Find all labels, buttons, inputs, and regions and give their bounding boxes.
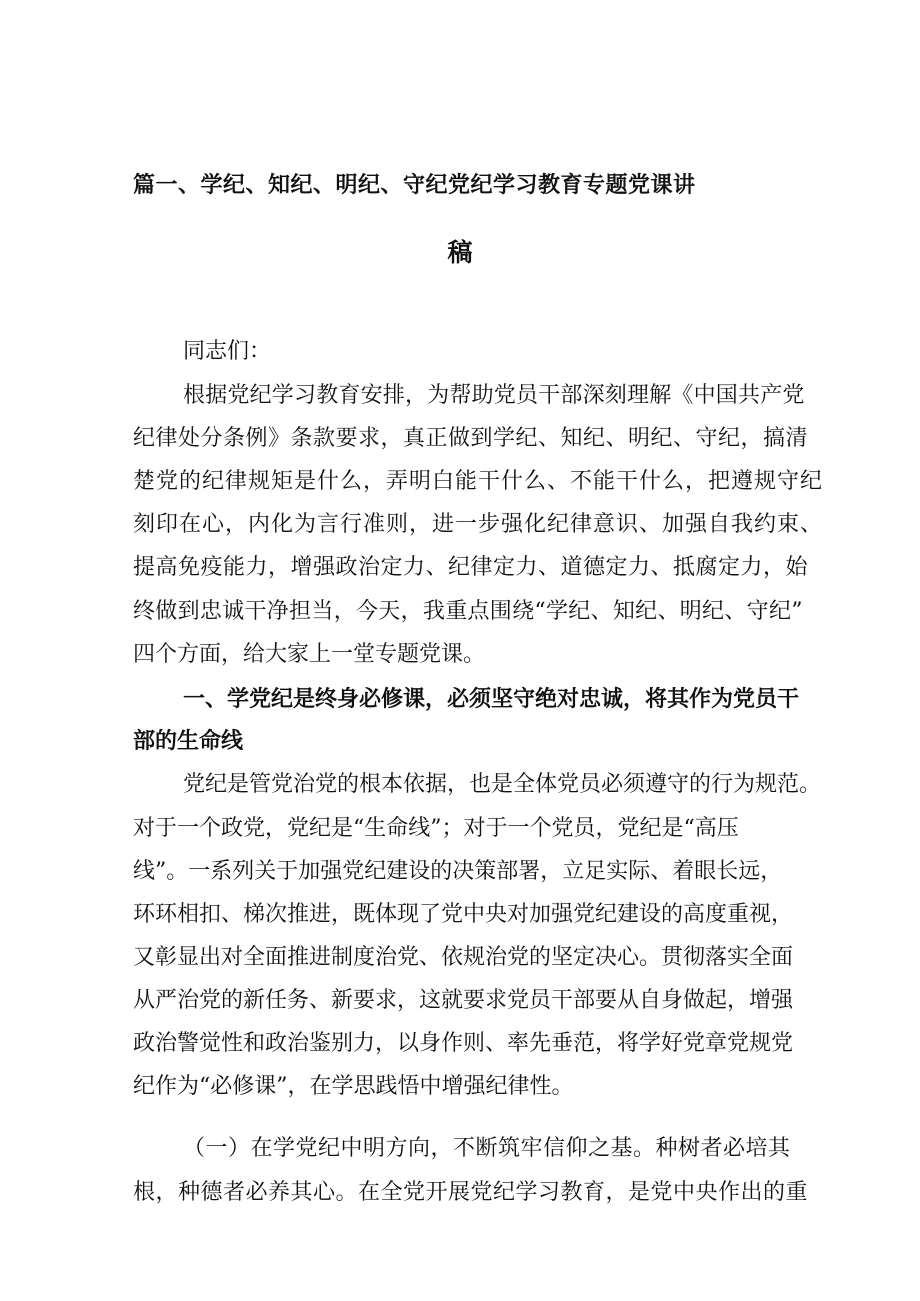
doc-title-line2: 稿 (447, 238, 473, 267)
section1-body-line: 环环相扣、梯次推进，既体现了党中央对加强党纪建设的高度重视， (133, 902, 794, 927)
section1-body-line: 党纪是管党治党的根本依据，也是全体党员必须遵守的行为规范。 (183, 772, 822, 797)
section1-heading-line: 部的生命线 (133, 728, 244, 754)
subsection1-line: （一）在学党纪中明方向，不断筑牢信仰之基。种树者必培其 (183, 1136, 791, 1161)
intro-line: 提高免疫能力，增强政治定力、纪律定力、道德定力、抵腐定力，始 (133, 555, 809, 580)
intro-line: 刻印在心，内化为言行准则，进一步强化纪律意识、加强自我约束、 (133, 512, 824, 537)
intro-line: 终做到忠诚干净担当，今天，我重点围绕“学纪、知纪、明纪、守纪” (133, 599, 803, 624)
section1-body-line: 对于一个政党，党纪是“生命线”；对于一个党员，党纪是“高压 (133, 816, 739, 841)
subsection1-line: 根，种德者必养其心。在全党开展党纪学习教育，是党中央作出的重 (133, 1180, 809, 1205)
section1-body-line: 又彰显出对全面推进制度治党、依规治党的坚定决心。贯彻落实全面 (133, 945, 794, 970)
section1-heading-line: 一、学党纪是终身必修课，必须坚守绝对忠诚，将其作为党员干 (183, 686, 800, 712)
intro-line: 四个方面，给大家上一堂专题党课。 (133, 642, 486, 667)
section1-body-line: 从严治党的新任务、新要求，这就要求党员干部要从自身做起，增强 (133, 988, 794, 1013)
section1-body-line: 线”。一系列关于加强党纪建设的决策部署，立足实际、着眼长远， (133, 859, 783, 884)
intro-line: 楚党的纪律规矩是什么，弄明白能干什么、不能干什么，把遵规守纪 (133, 469, 824, 494)
greeting: 同志们： (183, 339, 272, 364)
doc-title-line1: 篇一、学纪、知纪、明纪、守纪党纪学习教育专题党课讲 (133, 172, 696, 198)
intro-line: 根据党纪学习教育安排，为帮助党员干部深刻理解《中国共产党 (183, 383, 805, 408)
section1-body-line: 政治警觉性和政治鉴别力，以身作则、率先垂范，将学好党章党规党 (133, 1031, 794, 1056)
section1-body-line: 纪作为“必修课”，在学思践悟中增强纪律性。 (133, 1074, 574, 1099)
intro-line: 纪律处分条例》条款要求，真正做到学纪、知纪、明纪、守纪，搞清 (133, 426, 809, 451)
